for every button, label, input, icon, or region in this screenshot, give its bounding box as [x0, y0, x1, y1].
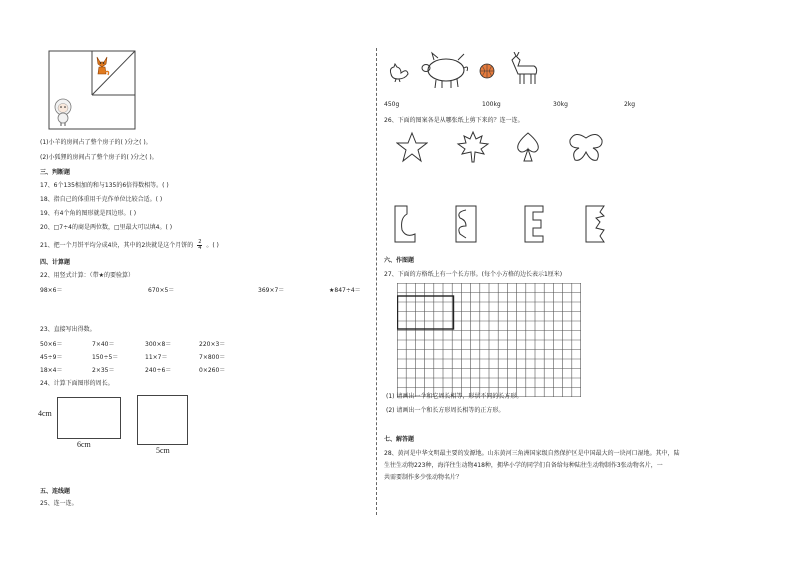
maple-leaf-icon: [456, 130, 490, 164]
rectangle-width-label: 6cm: [77, 440, 91, 449]
given-rectangle: [398, 296, 454, 329]
calc-item: ★847÷4＝: [329, 287, 361, 294]
fox-icon: [93, 53, 111, 77]
pig-icon: [420, 50, 472, 90]
calc-item: 670×5＝: [148, 287, 175, 294]
mental-calc-item: 50×6＝: [40, 341, 63, 348]
rooster-icon: [385, 60, 411, 82]
sheep-icon: [51, 97, 75, 127]
question-28-line-1: 28、黄河是中华文明最主要的发源地。山东黄河三角洲国家级自然保护区是中国最大的一块河口湿地。其中，陆: [384, 450, 680, 457]
grid-paper: [397, 283, 581, 397]
cut-paper-3: [523, 204, 547, 244]
question-20: 20、□7÷4的商是两位数，□里最大可以填4。( ): [40, 224, 173, 231]
mental-calc-item: 7×40＝: [92, 341, 115, 348]
question-27-part-1: (1) 请画出一个和它周长相等，形状不同的长方形。: [386, 393, 523, 400]
question-26: 26、下面的图案各是从哪张纸上剪下来的？连一连。: [384, 117, 524, 124]
spade-icon: [514, 131, 542, 165]
weight-label: 2kg: [624, 101, 636, 108]
question-18: 18、指自己的体重用千克作单位比较合适。( ): [40, 196, 163, 203]
square-figure: [137, 395, 188, 445]
rectangle-figure: [57, 397, 121, 439]
cut-paper-4: [584, 204, 608, 244]
grid-lines: [397, 283, 581, 397]
question-21: [40, 240, 219, 251]
fraction-numerator: 2: [198, 239, 202, 245]
question-27: 27、下面的方格纸上有一个长方形。(每个小方格的边长表示1厘米): [384, 271, 563, 278]
column-divider: [376, 48, 377, 515]
question-19: 19、有4个角的图形就是四边形。( ): [40, 210, 137, 217]
fraction: [197, 240, 202, 251]
question-28-line-3: 共需要制作多少张动物名片？: [384, 474, 463, 481]
weight-label: 450g: [384, 101, 400, 108]
section-heading-5: 五、连线题: [40, 488, 71, 495]
section-heading-4: 四、计算题: [40, 259, 71, 266]
cut-paper-1: [393, 204, 419, 244]
mental-calc-item: 220×3＝: [199, 341, 226, 348]
weight-label: 100kg: [482, 101, 501, 108]
calc-item: 98×6＝: [40, 287, 63, 294]
question-21-text: 21、把一个月饼平均分成4块，其中的2块就是这个月饼的: [40, 242, 194, 249]
section-heading-7: 七、解答题: [384, 436, 415, 443]
question-25: 25、连一连。: [40, 500, 78, 507]
question-room-1: (1)小羊的房间占了整个房子的( )分之( )。: [40, 139, 152, 146]
question-24: 24、计算下面图形的周长。: [40, 380, 114, 387]
section-heading-6: 六、作图题: [384, 257, 415, 264]
question-room-2: (2)小狐狸的房间占了整个房子的( )分之( )。: [40, 154, 158, 161]
goat-icon: [508, 52, 542, 86]
mental-calc-item: 7×800＝: [199, 354, 226, 361]
question-17: 17、6个135相加的和与135的6倍得数相等。( ): [40, 182, 169, 189]
calc-item: 369×7＝: [258, 287, 285, 294]
mental-calc-item: 240÷6＝: [145, 367, 172, 374]
rectangle-height-label: 4cm: [38, 409, 52, 418]
butterfly-icon: [567, 132, 605, 164]
square-side-label: 5cm: [156, 446, 170, 455]
cut-paper-2: [454, 204, 480, 244]
question-23: 23、直接写出得数。: [40, 326, 96, 333]
mental-calc-item: 11×7＝: [145, 354, 168, 361]
question-28-line-2: 生往生动物223种，海洋往生动物418种，拥华小学的同学们自备给每种陆往生动物制作3张动物名片，一: [384, 462, 663, 469]
mental-calc-item: 150÷5＝: [92, 354, 119, 361]
fraction-denominator: 4: [198, 245, 202, 251]
weight-label: 30kg: [553, 101, 568, 108]
mental-calc-item: 300×8＝: [145, 341, 172, 348]
question-21-end: 。( ): [206, 242, 219, 249]
ball-icon: [479, 63, 495, 79]
section-heading-3: 三、判断题: [40, 169, 71, 176]
mental-calc-item: 2×35＝: [92, 367, 115, 374]
star-icon: [396, 131, 428, 163]
mental-calc-item: 0×260＝: [199, 367, 226, 374]
mental-calc-item: 45÷9＝: [40, 354, 63, 361]
question-22: 22、用竖式计算：（带★的要验算）: [40, 272, 135, 279]
question-27-part-2: (2) 请画出一个和长方形周长相等的正方形。: [386, 407, 505, 414]
mental-calc-item: 18×4＝: [40, 367, 63, 374]
